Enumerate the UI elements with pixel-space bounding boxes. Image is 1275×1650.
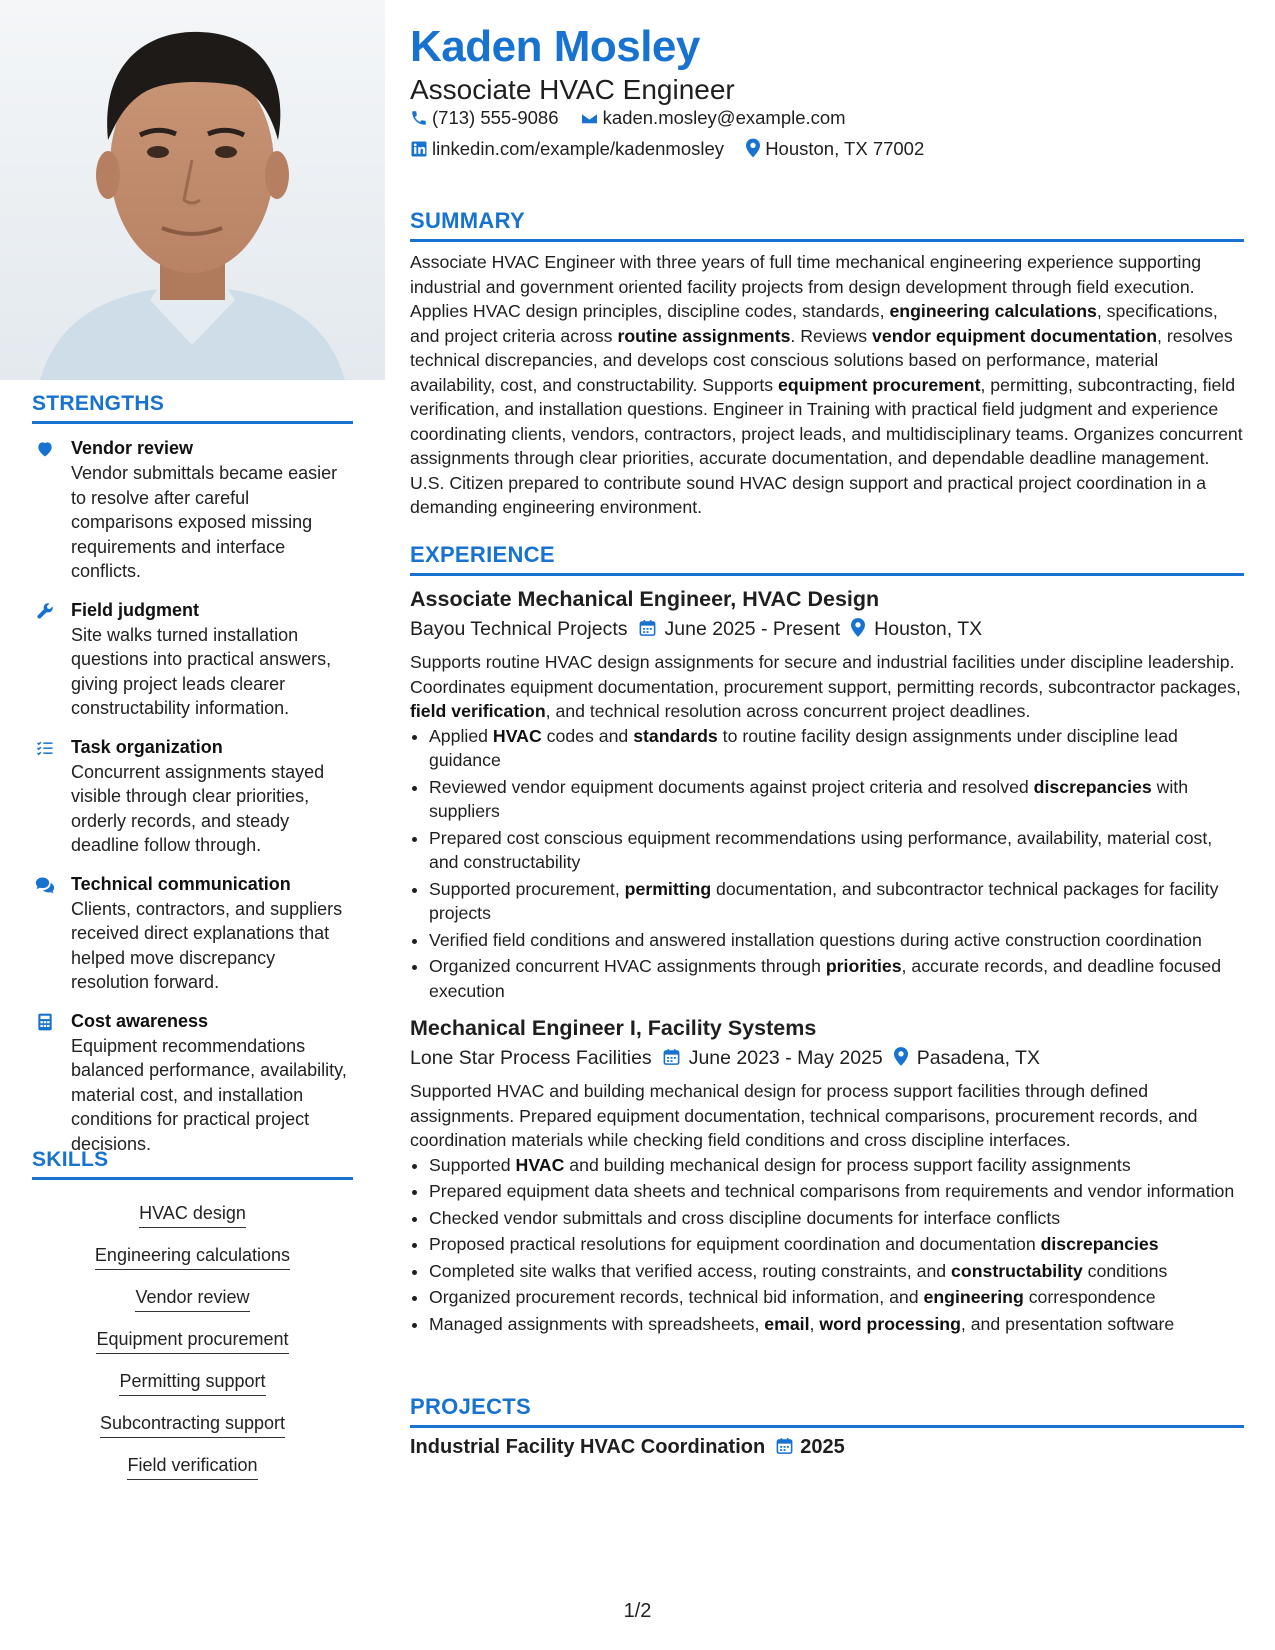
- calculator-icon: [35, 1012, 55, 1032]
- email-text: kaden.mosley@example.com: [602, 107, 846, 128]
- strength-item: [32, 1009, 353, 1157]
- strength-item: [32, 735, 353, 858]
- job-meta: [410, 1043, 1244, 1073]
- project-name: Industrial Facility HVAC Coordination: [410, 1436, 766, 1458]
- chat-bubbles-icon: [35, 875, 55, 895]
- skill-tag: Equipment procurement: [96, 1327, 288, 1354]
- strength-item: [32, 598, 353, 721]
- job-location: Houston, TX: [874, 618, 983, 640]
- phone-text: (713) 555-9086: [432, 107, 559, 128]
- skill-row: [32, 1446, 353, 1488]
- skill-row: [32, 1194, 353, 1236]
- strength-description: Site walks turned installation questions into practical answers, giving project leads clearer constructability information.: [71, 624, 332, 718]
- skill-tag: Field verification: [127, 1453, 257, 1480]
- job-bullet: • Applied HVAC codes and standards to routine facility design assignments under discipline lead guidance: [429, 724, 1244, 773]
- job-bullet: • Prepared cost conscious equipment recommendations using performance, availability, material cost, and constructability: [429, 826, 1244, 875]
- strength-item: [32, 436, 353, 584]
- sidebar: [0, 0, 385, 1650]
- job-entry: [410, 584, 1244, 1003]
- email-contact[interactable]: [580, 107, 846, 128]
- strength-name: Cost awareness: [71, 1010, 209, 1031]
- skill-tag: HVAC design: [139, 1201, 246, 1228]
- job-bullet: • Supported procurement, permitting documentation, and subcontractor technical packages for facility projects: [429, 877, 1244, 926]
- job-bullet: • Proposed practical resolutions for equipment coordination and documentation discrepancies: [429, 1232, 1244, 1257]
- location-contact: [745, 138, 924, 159]
- projects-section: [410, 1394, 1244, 1459]
- job-bullets: [410, 724, 1244, 1004]
- job-bullet: • Verified field conditions and answered installation questions during active construction coordination: [429, 928, 1244, 953]
- job-company: Lone Star Process Facilities: [410, 1047, 652, 1069]
- job-dates: June 2023 - May 2025: [688, 1047, 883, 1069]
- summary-heading: SUMMARY: [410, 208, 1244, 242]
- skill-row: [32, 1320, 353, 1362]
- job-role: Mechanical Engineer I, Facility Systems: [410, 1016, 817, 1040]
- job-bullet: • Checked vendor submittals and cross discipline documents for interface conflicts: [429, 1206, 1244, 1231]
- skills-section: [32, 1148, 353, 1488]
- strength-description: Equipment recommendations balanced performance, availability, material cost, and installation conditions for practical project decisions.: [71, 1035, 347, 1154]
- calendar-icon: [775, 1436, 794, 1456]
- skill-row: [32, 1278, 353, 1320]
- job-dates: June 2025 - Present: [664, 618, 841, 640]
- job-bullet: • Prepared equipment data sheets and technical comparisons from requirements and vendor information: [429, 1179, 1244, 1204]
- projects-heading: PROJECTS: [410, 1394, 1244, 1428]
- phone-icon: [410, 109, 428, 127]
- map-pin-icon: [745, 138, 761, 158]
- skill-tag: Engineering calculations: [95, 1243, 290, 1270]
- job-meta: [410, 614, 1244, 644]
- job-bullets: [410, 1153, 1244, 1337]
- map-pin-icon: [893, 1046, 909, 1067]
- job-description: Supports routine HVAC design assignments for secure and industrial facilities under discipline leadership. Coordinates equipment documentation, procurement support, permitting records, subcontractor packages, field verification, and technical resolution across concurrent project deadlines.: [410, 652, 1241, 721]
- skill-row: [32, 1362, 353, 1404]
- job-bullet: • Managed assignments with spreadsheets, email, word processing, and presentation software: [429, 1312, 1244, 1337]
- job-bullet: • Reviewed vendor equipment documents against project criteria and resolved discrepancies with suppliers: [429, 775, 1244, 824]
- summary-text: Associate HVAC Engineer with three years of full time mechanical engineering experience supporting industrial and government oriented facility projects from design development through field execution. Applies HVAC design principles, discipline codes, standards, engineering calculations, specifications, and project criteria across routine assignments. Reviews vendor equipment documentation, resolves technical discrepancies, and develops cost conscious solutions based on performance, material availability, cost, and constructability. Supports equipment procurement, permitting, subcontracting, field verification, and installation questions. Engineer in Training with practical field judgment and experience coordinating clients, vendors, contractors, project leads, and multidisciplinary teams. Organizes concurrent assignments through clear priorities, accurate documentation, and dependable deadline management. U.S. Citizen prepared to contribute sound HVAC design support and practical project coordination in a demanding engineering environment.: [410, 252, 1243, 517]
- calendar-icon: [638, 618, 657, 638]
- strength-name: Vendor review: [71, 438, 194, 458]
- skill-row: [32, 1236, 353, 1278]
- wrench-icon: [35, 601, 55, 621]
- location-text: Houston, TX 77002: [765, 138, 925, 159]
- strength-description: Concurrent assignments stayed visible through clear priorities, orderly records, and steady deadline follow through.: [71, 761, 325, 855]
- skills-list: [32, 1194, 353, 1488]
- job-company: Bayou Technical Projects: [410, 618, 628, 640]
- skill-row: [32, 1404, 353, 1446]
- strength-name: Technical communication: [71, 873, 291, 894]
- project-year: 2025: [800, 1436, 845, 1458]
- profile-photo: [0, 0, 385, 380]
- page-number: 1/2: [623, 1600, 652, 1622]
- strengths-list: [32, 436, 353, 1156]
- job-role: Associate Mechanical Engineer, HVAC Design: [410, 587, 880, 611]
- strength-name: Task organization: [71, 736, 223, 757]
- checklist-icon: [35, 738, 55, 758]
- job-bullet: • Organized procurement records, technical bid information, and engineering correspondence: [429, 1285, 1244, 1310]
- job-location: Pasadena, TX: [916, 1047, 1040, 1069]
- summary-section: [410, 208, 1244, 520]
- experience-heading: EXPERIENCE: [410, 542, 1244, 576]
- linkedin-text: linkedin.com/example/kadenmosley: [432, 138, 725, 159]
- contact-row-2: [410, 138, 940, 160]
- job-bullet: • Completed site walks that verified access, routing constraints, and constructability conditions: [429, 1259, 1244, 1284]
- skill-tag: Vendor review: [135, 1285, 249, 1312]
- job-description: Supported HVAC and building mechanical design for process support facilities through defined assignments. Prepared equipment documentation, technical comparisons, procurement records, and coordination materials while checking field conditions and cross discipline interfaces.: [410, 1081, 1198, 1150]
- candidate-name: Kaden Mosley: [410, 22, 700, 71]
- skills-heading: SKILLS: [32, 1148, 353, 1180]
- strength-item: [32, 872, 353, 995]
- calendar-icon: [662, 1047, 681, 1067]
- job-entry: [410, 1013, 1244, 1336]
- envelope-icon: [580, 109, 599, 127]
- strengths-section: [32, 392, 353, 1156]
- experience-section: [410, 542, 1244, 1338]
- projects-list: [410, 1436, 1244, 1459]
- linkedin-contact[interactable]: [410, 138, 729, 159]
- jobs-list: [410, 584, 1244, 1336]
- phone-contact: [410, 107, 564, 128]
- project-item: [410, 1436, 1244, 1459]
- strengths-heading: STRENGTHS: [32, 392, 353, 424]
- map-pin-icon: [850, 617, 866, 638]
- skill-tag: Subcontracting support: [100, 1411, 285, 1438]
- job-bullet: • Supported HVAC and building mechanical design for process support facility assignments: [429, 1153, 1244, 1178]
- strength-description: Vendor submittals became easier to resolve after careful comparisons exposed missing requirements and interface conflicts.: [71, 463, 338, 581]
- candidate-title: Associate HVAC Engineer: [410, 74, 735, 105]
- linkedin-icon: [410, 140, 428, 158]
- strength-name: Field judgment: [71, 599, 199, 620]
- skill-tag: Permitting support: [119, 1369, 265, 1396]
- job-bullet: • Organized concurrent HVAC assignments through priorities, accurate records, and deadline focused execution: [429, 954, 1244, 1003]
- strength-description: Clients, contractors, and suppliers received direct explanations that helped move discrepancy resolution forward.: [71, 898, 343, 992]
- heart-icon: [35, 439, 55, 459]
- contact-row-1: [410, 107, 862, 129]
